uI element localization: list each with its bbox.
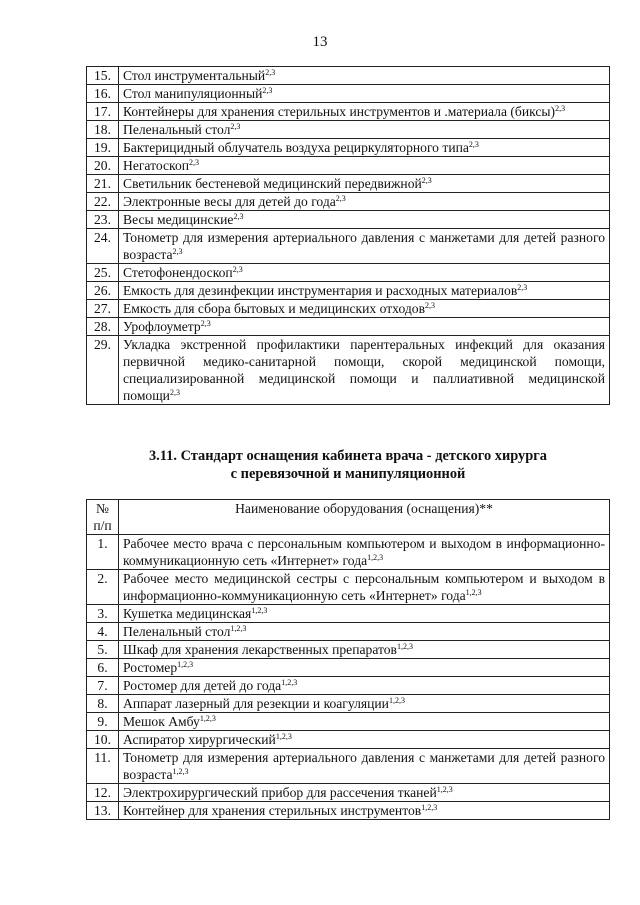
row-item [119,318,610,336]
row-number: 16. [87,85,119,103]
table-row [87,157,610,175]
item-name: Тонометр для измерения артериального давления с манжетами для детей разного возраста [123,230,605,262]
table-row [87,139,610,157]
item-name: Светильник бестеневой медицинский передвижной [123,176,422,191]
table-row [87,535,610,570]
page-number: 13 [312,34,328,50]
table-row [87,677,610,695]
table-row [87,175,610,193]
row-item [119,175,610,193]
item-name: Ростомер [123,660,178,675]
table-row [87,264,610,282]
row-item [119,802,610,820]
table-row [87,282,610,300]
row-item [119,67,610,85]
row-item [119,229,610,264]
footnote-ref: 2,3 [335,194,346,203]
item-name: Негатоскоп [123,158,190,173]
footnote-ref: 1,2,3 [275,732,292,741]
item-name: Контейнер для хранения стерильных инструментов [123,803,422,818]
table-row [87,67,610,85]
table-row [87,336,610,405]
row-item [119,695,610,713]
row-item [119,641,610,659]
table-row [87,623,610,641]
item-name: Рабочее место медицинской сестры с персональным компьютером и выходом в информационно-коммуникационную сеть «Интернет» года [123,571,605,603]
row-number: 1. [87,535,119,570]
table-row [87,641,610,659]
footnote-ref: 2,3 [233,212,244,221]
item-name: Аппарат лазерный для резекции и коагуляции [123,696,389,711]
row-number: 18. [87,121,119,139]
item-name: Стол инструментальный [123,68,266,83]
table-row [87,695,610,713]
footnote-ref: 2,3 [200,319,211,328]
row-item [119,157,610,175]
footnote-ref: 1,2,3 [172,767,189,776]
table-row [87,570,610,605]
table-header-row [87,500,610,535]
item-name: Электрохирургический прибор для рассечения тканей [123,785,437,800]
item-name: Контейнеры для хранения стерильных инструментов и .материала (биксы) [123,104,556,119]
row-number: 11. [87,749,119,784]
row-number: 13. [87,802,119,820]
section-heading-line1: 3.11. Стандарт оснащения кабинета врача - детского хирурга [148,448,547,464]
row-item [119,282,610,300]
footnote-ref: 2,3 [232,265,243,274]
table-row [87,659,610,677]
item-name: Ростомер для детей до года [123,678,282,693]
footnote-ref: 1,2,3 [251,606,268,615]
row-item [119,103,610,121]
header-name: Наименование оборудования (оснащения)** [119,500,610,535]
row-number: 6. [87,659,119,677]
footnote-ref: 2,3 [265,68,276,77]
row-number: 20. [87,157,119,175]
footnote-ref: 2,3 [230,122,241,131]
row-item [119,677,610,695]
row-number: 10. [87,731,119,749]
footnote-ref: 2,3 [172,247,183,256]
row-item [119,749,610,784]
row-item [119,264,610,282]
row-number: 4. [87,623,119,641]
row-item [119,605,610,623]
item-name: Стетофонендоскоп [123,265,233,280]
row-item [119,570,610,605]
row-number: 9. [87,713,119,731]
row-item [119,784,610,802]
row-item [119,139,610,157]
row-item [119,659,610,677]
footnote-ref: 1,2,3 [199,714,216,723]
item-name: Рабочее место врача с персональным компьютером и выходом в информационно-коммуникационную сеть «Интернет» года [123,536,605,568]
row-item [119,85,610,103]
item-name: Тонометр для измерения артериального давления с манжетами для детей разного возраста [123,750,605,782]
equipment-table-3-11 [86,499,610,820]
footnote-ref: 1,2,3 [465,588,482,597]
footnote-ref: 2,3 [517,283,528,292]
table-row [87,713,610,731]
item-name: Электронные весы для детей до года [123,194,336,209]
table-row [87,318,610,336]
table-row [87,784,610,802]
row-item [119,713,610,731]
item-name: Пеленальный стол [123,122,231,137]
item-name: Урофлоуметр [123,319,201,334]
row-number: 7. [87,677,119,695]
row-item [119,211,610,229]
item-name: Бактерицидный облучатель воздуха рециркуляторного типа [123,140,469,155]
row-number: 29. [87,336,119,405]
row-number: 3. [87,605,119,623]
item-name: Шкаф для хранения лекарственных препаратов [123,642,397,657]
row-item [119,300,610,318]
row-number: 17. [87,103,119,121]
table-row [87,731,610,749]
item-name: Емкость для сбора бытовых и медицинских отходов [123,301,426,316]
table-row [87,193,610,211]
table-row [87,605,610,623]
footnote-ref: 2,3 [555,104,566,113]
header-num-abbr: п/п [93,518,112,533]
footnote-ref: 2,3 [425,301,436,310]
item-name: Пеленальный стол [123,624,231,639]
footnote-ref: 1,2,3 [421,803,438,812]
row-number: 8. [87,695,119,713]
row-number: 21. [87,175,119,193]
footnote-ref: 1,2,3 [396,642,413,651]
footnote-ref: 2,3 [421,176,432,185]
header-num [87,500,119,535]
item-name: Укладка экстренной профилактики парентеральных инфекций для оказания первичной медико-санитарной помощи, скорой медицинской помощи, специализированной медицинской помощи и паллиативной медицинской помощи [123,337,605,403]
row-number: 28. [87,318,119,336]
row-item [119,731,610,749]
footnote-ref: 2,3 [169,388,180,397]
table-row [87,103,610,121]
footnote-ref: 2,3 [468,140,479,149]
header-num-symbol: № [96,501,109,516]
row-number: 25. [87,264,119,282]
row-number: 2. [87,570,119,605]
row-number: 19. [87,139,119,157]
footnote-ref: 2,3 [189,158,200,167]
table-row [87,749,610,784]
table-row [87,229,610,264]
equipment-table-continued [86,66,610,405]
item-name: Кушетка медицинская [123,606,252,621]
row-item [119,336,610,405]
item-name: Стол манипуляционный [123,86,263,101]
footnote-ref: 1,2,3 [436,785,453,794]
row-number: 12. [87,784,119,802]
footnote-ref: 2,3 [262,86,273,95]
table-row [87,211,610,229]
footnote-ref: 1,2,3 [367,553,384,562]
row-item [119,121,610,139]
row-number: 27. [87,300,119,318]
row-number: 23. [87,211,119,229]
item-name: Весы медицинские [123,212,234,227]
footnote-ref: 1,2,3 [281,678,298,687]
table-row [87,300,610,318]
row-number: 5. [87,641,119,659]
footnote-ref: 1,2,3 [388,696,405,705]
row-number: 15. [87,67,119,85]
item-name: Емкость для дезинфекции инструментария и расходных материалов [123,283,518,298]
row-number: 24. [87,229,119,264]
row-number: 26. [87,282,119,300]
row-item [119,193,610,211]
footnote-ref: 1,2,3 [230,624,247,633]
item-name: Мешок Амбу [123,714,200,729]
table-row [87,121,610,139]
row-item [119,535,610,570]
row-item [119,623,610,641]
section-heading-line2: с перевязочной и манипуляционной [230,466,466,482]
table-row [87,802,610,820]
item-name: Аспиратор хирургический [123,732,276,747]
footnote-ref: 1,2,3 [177,660,194,669]
row-number: 22. [87,193,119,211]
table-row [87,85,610,103]
section-heading [86,447,610,483]
